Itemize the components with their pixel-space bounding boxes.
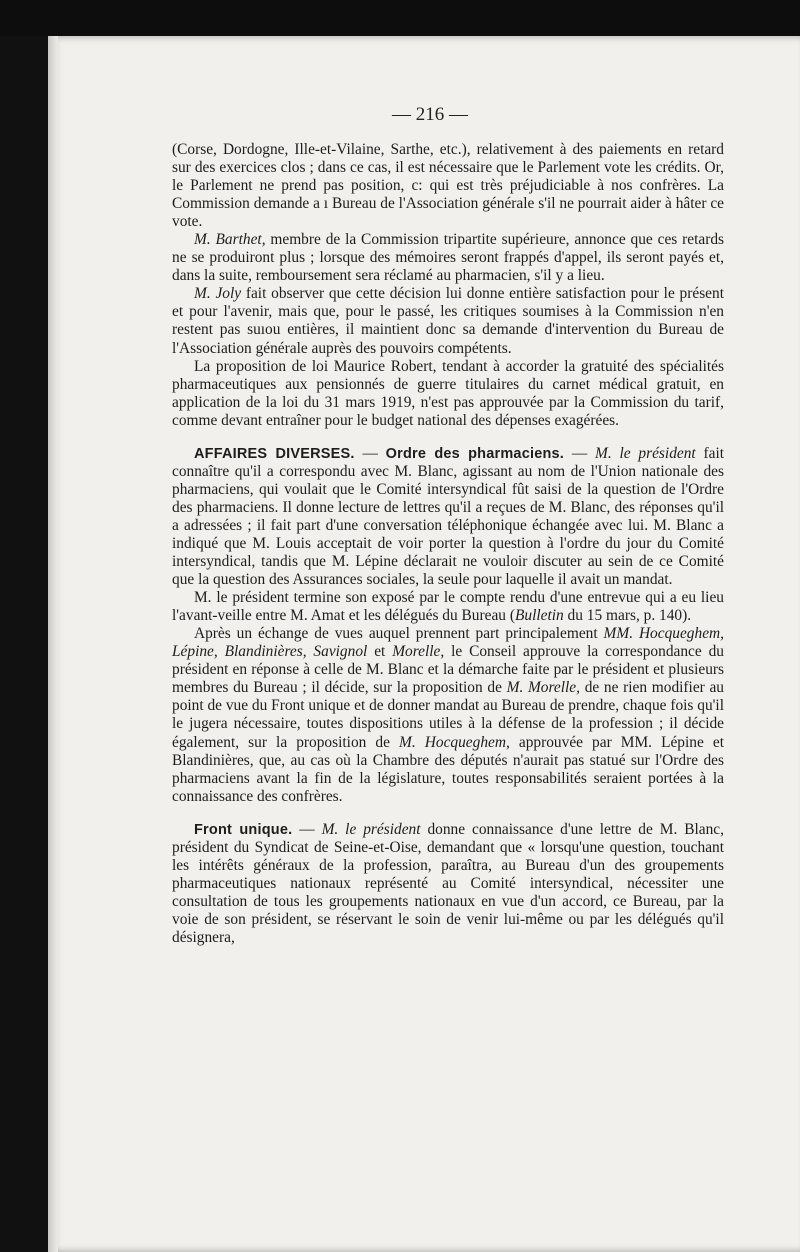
speaker-name: M. le président: [595, 444, 696, 462]
page-edge: [48, 36, 58, 1252]
paragraph-text: donne connaissance d'une lettre de M. Blanc, président du Syndicat de Seine-et-Oise, demandant que « lorsqu'une question, touchant les intérêts généraux de la profession, paraîtra, au Bureau d'un des groupements pharmaceutiques nationaux représenté au Comité intersyndical, nécessiter une consultation de tous les groupements nationaux en vue d'un accord, ce Bureau, par la voie de son président, se réservant le soin de venir lui-même ou par les délégués qu'il désignera,: [172, 820, 724, 946]
paragraph-text: La proposition de loi Maurice Robert, tendant à accorder la gratuité des spécialités pharmaceutiques aux pensionnés de guerre titulaires du carnet médical gratuit, en application de la loi du 31 mars 1919, n'est pas approuvée par la Commission du tarif, comme devant entraîner pour le budget national des dépenses exagérées.: [172, 357, 724, 429]
section-heading: Front unique.: [194, 821, 293, 838]
member-name: M. Morelle,: [506, 679, 580, 697]
speaker-name: M. Barthet,: [194, 231, 266, 249]
member-name: M. Hocqueghem,: [399, 733, 510, 751]
paragraph-text: M. le président termine son exposé par le compte rendu d'une entrevue qui a eu lieu l'avant-veille entre M. Amat et les délégués du Bureau (: [172, 589, 724, 625]
bulletin-ref: Bulletin: [514, 607, 564, 625]
page-number: — 216 —: [392, 104, 468, 125]
section-paragraph: [172, 821, 724, 947]
paragraph: [172, 285, 724, 357]
dash: —: [292, 820, 322, 838]
member-name: Morelle,: [392, 643, 445, 661]
dash: —: [354, 444, 386, 462]
member-names: MM. Hocqueghem, Lépine, Blandinières, Savignol: [172, 625, 724, 661]
dash: —: [564, 444, 596, 462]
paragraph: [172, 589, 724, 625]
paragraph-text: et: [367, 643, 393, 661]
speaker-name: M. Joly: [194, 285, 242, 303]
paragraph-text: le Conseil approuve la correspondance du président en réponse à celle de M. Blanc et la démarche faite par le président et plusieurs membres du Bureau ; il décide, sur la proposition de: [172, 643, 724, 697]
subsection-heading: Ordre des pharmaciens.: [385, 445, 565, 462]
paragraph: [172, 231, 724, 285]
paragraph-text: fait observer que cette décision lui donne entière satisfaction pour le présent et pour l'avenir, mais que, pour le passé, les critiques soumises à la Commission n'en restent pas suıou entières, il maintient donc sa demande d'intervention du Bureau de l'Association générale auprès des pouvoirs compétents.: [172, 285, 724, 357]
paragraph-text: approuvée par MM. Lépine et Blandinières, que, au cas où la Chambre des députés n'aurait pas statué sur l'Ordre des pharmaciens avant la fin de la législature, toutes responsabilités seraient portées à la connaissance des confrères.: [172, 733, 724, 805]
section-heading: AFFAIRES DIVERSES.: [194, 445, 355, 462]
paragraph-text: (Corse, Dordogne, Ille-et-Vilaine, Sarthe, etc.), relativement à des paiements en retard sur des exercices clos ; dans ce cas, il est nécessaire que le Parlement vote les crédits. Or, le Parlement ne prend pas position, c: qui est très préjudiciable à nos confrères. La Commission demande a ı Bureau de l'Association générale s'il ne pourrait aider à hâter ce vote.: [172, 141, 724, 231]
paragraph-text: membre de la Commission tripartite supérieure, annonce que ces retards ne se produiront plus ; lorsque des mémoires seront frappés d'appel, ils seront payés et, dans la suite, remboursement sera réclamé au pharmacien, s'il y a lieu.: [172, 231, 725, 285]
paragraph: [172, 141, 724, 231]
paragraph: [172, 625, 724, 805]
paragraph: [172, 358, 724, 430]
paragraph-text: du 15 mars, p. 140).: [563, 607, 692, 625]
speaker-name: M. le président: [321, 820, 421, 838]
body-text: [172, 141, 724, 947]
scan-background: [0, 0, 800, 36]
paragraph-text: Après un échange de vues auquel prennent part principalement: [194, 625, 604, 643]
paragraph-text: fait connaître qu'il a correspondu avec M. Blanc, agissant au nom de l'Union nationale des pharmaciens, qui voulait que le Comité intersyndical fût saisi de la question de l'Ordre des pharmaciens. Il donne lecture de lettres qu'il a reçues de M. Blanc, des réponses qu'il a adressées ; il fait part d'une conversation téléphonique échangée avec lui. M. Blanc a indiqué que M. Louis acceptait de voir porter la question à l'ordre du jour du Comité intersyndical, tandis que M. Lépine déclarait ne vouloir discuter au sein de ce Comité que la question des Assurances sociales, la seule pour laquelle il avait un mandat.: [172, 444, 725, 589]
section-paragraph: [172, 445, 724, 589]
paragraph-text: de ne rien modifier au point de vue du Front unique et de donner mandat au Bureau de prendre, chaque fois qu'il le jugera nécessaire, toutes dispositions utiles à la défense de la profession ; il décide également, sur la proposition de: [172, 679, 724, 751]
